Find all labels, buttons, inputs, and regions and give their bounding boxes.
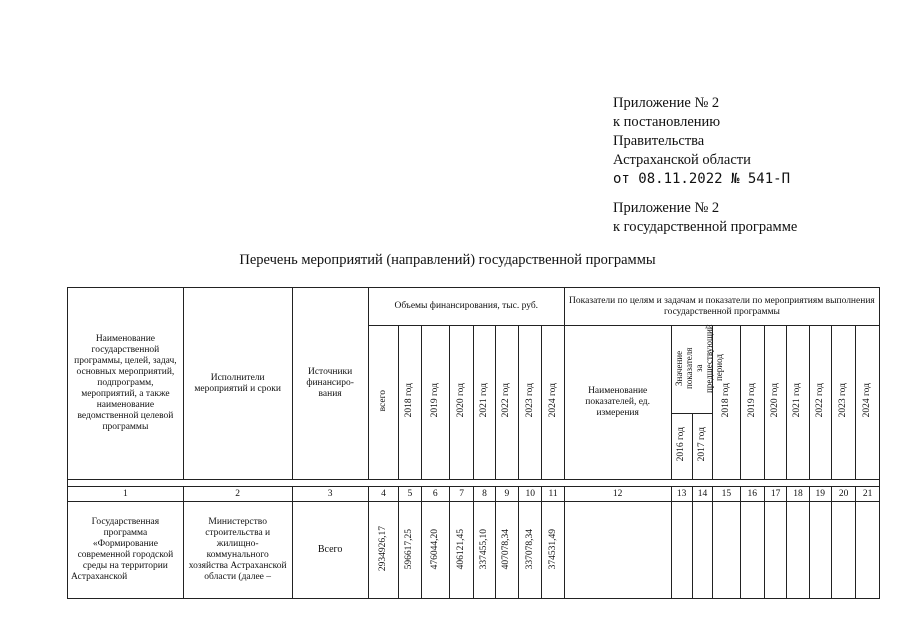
header-financing [368,288,564,326]
header-indicator-name [564,326,671,480]
header-ind-year-text: 2022 год [814,383,825,418]
header-ind-year-text: 2023 год [838,383,849,418]
appendix-program-header [613,199,893,237]
column-number: 12 [564,487,671,502]
column-number: 9 [495,487,518,502]
total-value: 2934926,17 [377,526,388,572]
decree-number: от 08.11.2022 № 541-П [613,171,791,187]
total-cell [368,502,398,599]
indicator-cell [856,502,880,599]
header-indicators [564,288,879,326]
header-ind-year [764,326,786,480]
header-sources [292,288,368,480]
indicator-cell [671,502,692,599]
year-value-cell [449,502,473,599]
year-value: 407078,34 [501,528,512,570]
column-number: 21 [856,487,880,502]
appendix-header [613,94,893,189]
header-ind-year [856,326,880,480]
table-row [68,502,880,599]
header-ind-year-text: 2019 год [746,383,757,418]
header-prev-year-text: 2017 год [696,427,707,462]
header-year [495,326,518,480]
year-value-cell [421,502,449,599]
year-value-cell [474,502,495,599]
program-name-cell: Государственная программа «Формирование современной городской среды на территории Астраханской [68,502,184,599]
header-total [368,326,398,480]
header-financing-text: Объемы финансирования, тыс. руб. [394,301,539,311]
column-number: 17 [764,487,786,502]
header-total-text: всего [377,389,388,412]
header-name-text: Наименование государственной программы, целей, задач, основных мероприятий, подпрограмм, мероприятий, а также наименование ведомственной целевой программы [74,334,177,432]
appendix-line: Астраханской области [613,152,751,168]
column-number: 2 [183,487,292,502]
header-ind-year [809,326,831,480]
header-executors-text: Исполнители мероприятий и сроки [194,372,281,394]
header-year-text: 2018 год [404,383,415,418]
year-value: 374531,49 [547,528,558,570]
document-title [0,252,905,269]
source-text: Всего [317,544,343,555]
header-indicator-name-text: Наименование показателей, ед. измерения [585,386,651,418]
column-number: 8 [474,487,495,502]
header-year [519,326,542,480]
year-value: 337455,10 [478,528,489,570]
header-name [68,288,184,480]
column-number: 18 [787,487,809,502]
header-year-text: 2022 год [501,383,512,418]
column-number: 19 [809,487,831,502]
column-number: 14 [692,487,712,502]
header-ind-year-text: 2021 год [792,383,803,418]
header-prev-year-text: 2016 год [676,427,687,462]
header-ind-year-text: 2024 год [862,383,873,418]
year-value: 476044,20 [429,528,440,570]
appendix-line: к постановлению [613,114,721,130]
indicator-cell [740,502,764,599]
column-number: 6 [421,487,449,502]
header-ind-year [713,326,740,480]
header-year-text: 2024 год [547,383,558,418]
appendix-line: к государственной программе [613,219,798,235]
header-year [449,326,473,480]
appendix-line: Приложение № 2 [613,95,720,111]
header-ind-year [740,326,764,480]
header-year-text: 2020 год [456,383,467,418]
activities-table [67,287,880,599]
header-year-text: 2019 год [429,383,440,418]
source-cell [292,502,368,599]
header-year [399,326,421,480]
year-value-cell [399,502,421,599]
appendix-line: Правительства [613,133,705,149]
header-ind-year-text: 2018 год [720,383,731,418]
header-year-text: 2023 год [524,383,535,418]
header-prev-period-text: Значение показателя за предшествующий период [673,323,724,393]
year-value: 596617,25 [404,528,415,570]
indicator-name-cell [564,502,671,599]
year-value: 406121,45 [456,528,467,570]
year-value-cell [542,502,564,599]
header-ind-year [787,326,809,480]
column-number: 11 [542,487,564,502]
column-number: 1 [68,487,184,502]
column-number: 13 [671,487,692,502]
header-ind-year [831,326,855,480]
indicator-cell [764,502,786,599]
column-number: 5 [399,487,421,502]
indicator-cell [692,502,712,599]
column-number: 10 [519,487,542,502]
column-numbers-row [68,487,880,502]
column-number: 7 [449,487,473,502]
column-number: 20 [831,487,855,502]
year-value-cell [519,502,542,599]
document-title-text: Перечень мероприятий (направлений) государственной программы [239,252,656,268]
indicator-cell [809,502,831,599]
header-indicators-text: Показатели по целям и задачам и показатели по мероприятиям выполнения государственной программы [569,295,875,317]
header-year [474,326,495,480]
indicator-cell [787,502,809,599]
header-year [421,326,449,480]
year-value: 337078,34 [524,528,535,570]
column-number: 3 [292,487,368,502]
executor-cell: Министерство строительства и жилищно-коммунального хозяйства Астраханской области (далее – [183,502,292,599]
header-ind-year-text: 2020 год [770,383,781,418]
table-gap [68,480,880,487]
header-prev-year [671,414,692,480]
indicator-cell [713,502,740,599]
column-number: 15 [713,487,740,502]
header-executors [183,288,292,480]
header-prev-year [692,414,712,480]
header-year-text: 2021 год [478,383,489,418]
column-number: 16 [740,487,764,502]
indicator-cell [831,502,855,599]
header-prev-period [671,323,724,414]
appendix-line: Приложение № 2 [613,200,720,216]
year-value-cell [495,502,518,599]
header-sources-text: Источники финансиро-вания [306,367,354,399]
column-number: 4 [368,487,398,502]
header-year [542,326,564,480]
